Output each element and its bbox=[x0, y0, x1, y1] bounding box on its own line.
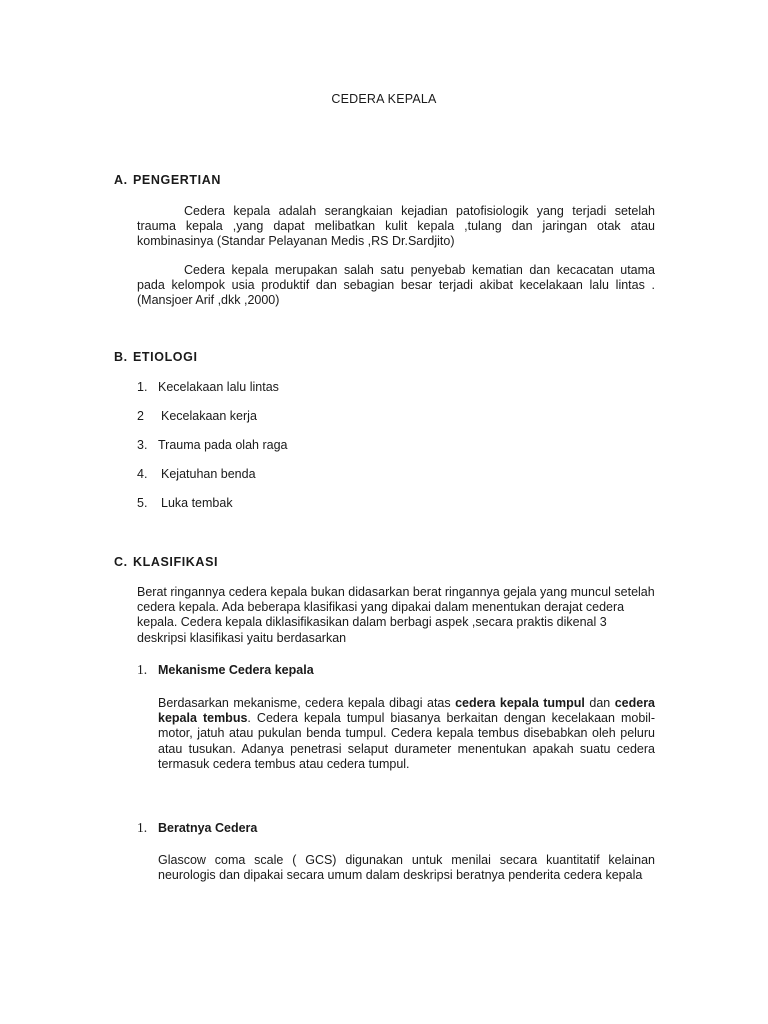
document-title: CEDERA KEPALA bbox=[331, 92, 437, 106]
pengertian-paragraph-2: Cedera kepala merupakan salah satu penyebab kematian dan kecacatan utama pada kelompok usia produktif dan sebagian besar terjadi akibat kecelakaan lalu lintas . (Mansjoer Arif ,dkk ,2000) bbox=[137, 263, 655, 308]
mekanisme-text-1: Berdasarkan mekanisme, cedera kepala dibagi atas bbox=[158, 696, 456, 710]
list-number: 2 bbox=[137, 409, 144, 423]
section-letter: B. bbox=[114, 350, 128, 364]
subheading-title: Mekanisme Cedera kepala bbox=[158, 663, 314, 677]
subheading-number: 1. bbox=[137, 662, 148, 677]
list-text: Kecelakaan kerja bbox=[161, 409, 257, 423]
list-text: Luka tembak bbox=[161, 496, 233, 510]
section-heading-pengertian bbox=[114, 173, 221, 187]
subheading-mekanisme bbox=[137, 662, 314, 678]
list-item bbox=[137, 380, 279, 394]
subheading-number: 1. bbox=[137, 820, 148, 835]
list-item bbox=[137, 496, 233, 510]
mekanisme-text-2: dan bbox=[584, 696, 615, 710]
mekanisme-text-3: . Cedera kepala tumpul biasanya berkaitan dengan kecelakaan mobil-motor, jatuh atau pukulan benda tumpul. Cedera kepala tembus disebabkan oleh peluru atau tusukan. Adanya penetrasi selaput durameter menentukan apakah suatu cedera termasuk cedera tembus atau cedera tumpul. bbox=[158, 711, 655, 771]
list-number: 3. bbox=[137, 438, 148, 452]
list-text: Trauma pada olah raga bbox=[158, 438, 288, 452]
list-item bbox=[137, 438, 287, 452]
beratnya-paragraph: Glascow coma scale ( GCS) digunakan untuk menilai secara kuantitatif kelainan neurologis dan dipakai secara umum dalam deskripsi beratnya penderita cedera kepala bbox=[158, 853, 655, 883]
mekanisme-bold-tumpul: cedera kepala tumpul bbox=[455, 696, 585, 710]
subheading-title: Beratnya Cedera bbox=[158, 821, 258, 835]
subheading-beratnya bbox=[137, 820, 257, 836]
pengertian-paragraph-1: Cedera kepala adalah serangkaian kejadian patofisiologik yang terjadi setelah trauma kepala ,yang dapat melibatkan kulit kepala ,tulang dan jaringan otak atau kombinasinya (Standar Pelayanan Medis ,RS Dr.Sardjito) bbox=[137, 204, 655, 249]
mekanisme-bold-tembus: cedera kepala tembus bbox=[158, 696, 656, 726]
list-number: 4. bbox=[137, 467, 148, 481]
list-item bbox=[137, 467, 256, 481]
klasifikasi-intro-paragraph: Berat ringannya cedera kepala bukan didasarkan berat ringannya gejala yang muncul setelah cedera kepala. Ada beberapa klasifikasi yang dipakai dalam menentukan derajat cedera kepala. Cedera kepala diklasifikasikan dalam berbagi aspek ,secara praktis dikenal 3 deskripsi klasifikasi yaitu berdasarkan bbox=[137, 585, 655, 645]
section-title: PENGERTIAN bbox=[133, 173, 221, 187]
section-heading-etiologi bbox=[114, 350, 198, 364]
section-letter: C. bbox=[114, 555, 128, 569]
section-heading-klasifikasi bbox=[114, 555, 218, 569]
list-item bbox=[137, 409, 257, 423]
mekanisme-paragraph bbox=[158, 696, 655, 772]
section-title: ETIOLOGI bbox=[133, 350, 198, 364]
list-number: 5. bbox=[137, 496, 148, 510]
list-text: Kejatuhan benda bbox=[161, 467, 256, 481]
section-title: KLASIFIKASI bbox=[133, 555, 219, 569]
list-number: 1. bbox=[137, 380, 148, 394]
section-letter: A. bbox=[114, 173, 128, 187]
list-text: Kecelakaan lalu lintas bbox=[158, 380, 279, 394]
